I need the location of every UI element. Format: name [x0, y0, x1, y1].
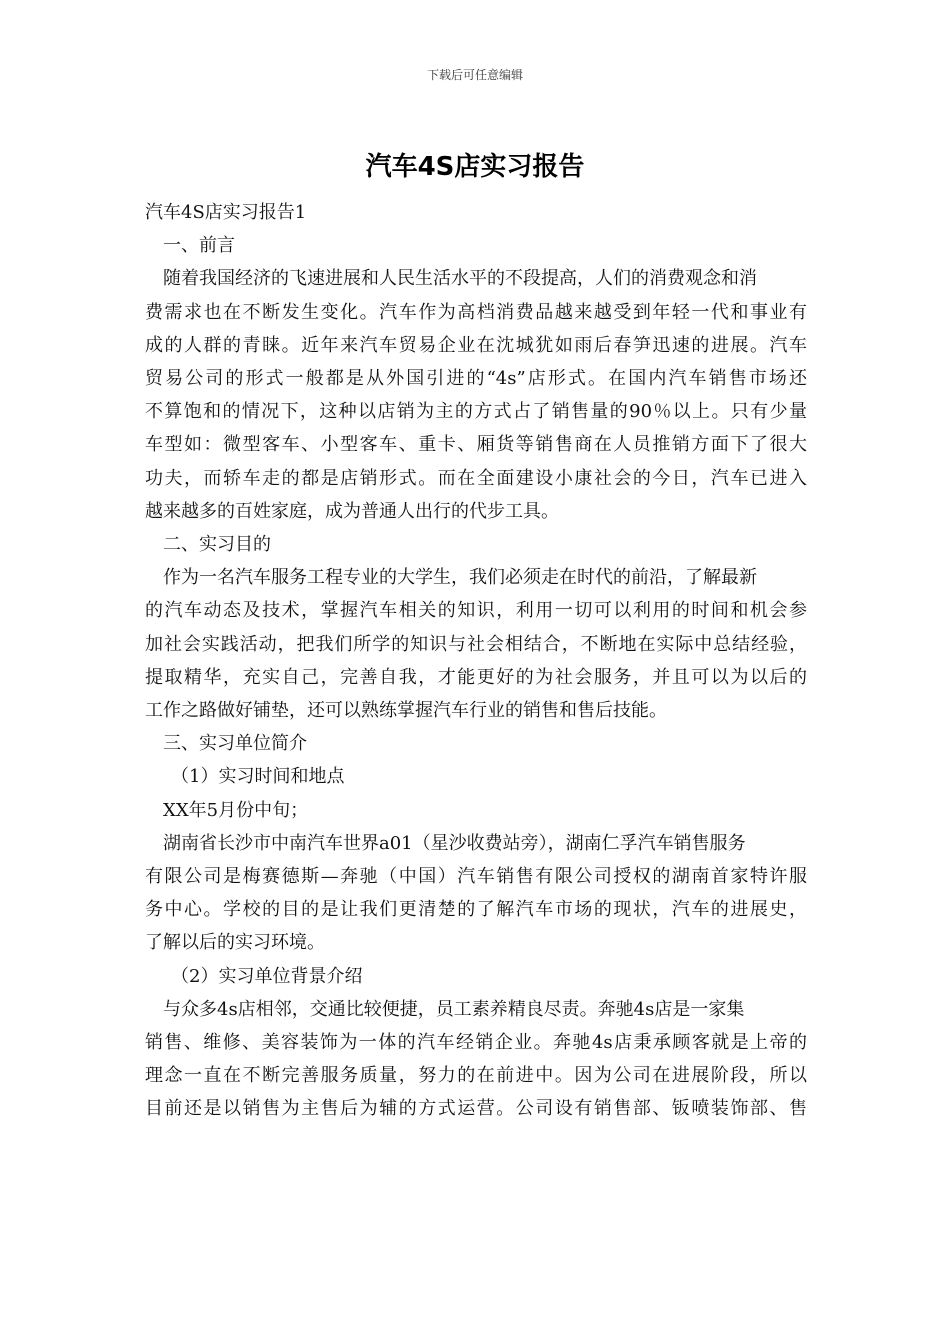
- paragraph-line: 湖南省长沙市中南汽车世界a01（星沙收费站旁），湖南仁孚汽车销售服务: [163, 832, 746, 854]
- paragraph-line: 车型如：微型客车、小型客车、重卡、厢货等销售商在人员推销方面下了很大: [145, 434, 807, 456]
- paragraph-line: 目前还是以销售为主售后为辅的方式运营。公司设有销售部、钣喷装饰部、售: [145, 1098, 807, 1120]
- paragraph-line: 提取精华，充实自己，完善自我，才能更好的为社会服务，并且可以为以后的: [145, 666, 807, 688]
- paragraph-line: 工作之路做好铺垫，还可以熟练掌握汽车行业的销售和售后技能。: [145, 700, 667, 722]
- subheading-time-place: （1）实习时间和地点: [171, 766, 345, 788]
- paragraph-line: 成的人群的青睐。近年来汽车贸易企业在沈城犹如雨后春笋迅速的进展。汽车: [145, 334, 807, 356]
- paragraph-line: 销售、维修、美容装饰为一体的汽车经销企业。奔驰4s店秉承顾客就是上帝的: [145, 1032, 807, 1054]
- paragraph-line: 随着我国经济的飞速进展和人民生活水平的不段提高，人们的消费观念和消: [163, 268, 757, 290]
- paragraph-line: 贸易公司的形式一般都是从外国引进的“4s”店形式。在国内汽车销售市场还: [145, 368, 807, 390]
- paragraph-line: 功夫，而轿车走的都是店销形式。而在全面建设小康社会的今日，汽车已进入: [145, 467, 807, 489]
- paragraph-line: 加社会实践活动，把我们所学的知识与社会相结合，不断地在实际中总结经验，: [145, 633, 807, 655]
- paragraph-line: 的汽车动态及技术，掌握汽车相关的知识，利用一切可以利用的时间和机会参: [145, 600, 807, 622]
- paragraph-line: 作为一名汽车服务工程专业的大学生，我们必须走在时代的前沿，了解最新: [163, 567, 757, 589]
- paragraph-line: 了解以后的实习环境。: [145, 932, 325, 954]
- internship-date: XX年5月份中旬；: [163, 799, 309, 821]
- paragraph-line: 越来越多的百姓家庭，成为普通人出行的代步工具。: [145, 500, 559, 522]
- paragraph-line: 务中心。学校的目的是让我们更清楚的了解汽车市场的现状，汽车的进展史，: [145, 899, 807, 921]
- subheading-background: （2）实习单位背景介绍: [171, 965, 363, 987]
- section-heading-company: 三、实习单位简介: [163, 733, 307, 755]
- paragraph-line: 有限公司是梅赛德斯—奔驰（中国）汽车销售有限公司授权的湖南首家特许服: [145, 866, 807, 888]
- paragraph-line: 与众多4s店相邻，交通比较便捷，员工素养精良尽责。奔驰4s店是一家集: [163, 998, 745, 1020]
- section-heading-preface: 一、前言: [163, 235, 235, 257]
- paragraph-line: 理念一直在不断完善服务质量，努力的在前进中。因为公司在进展阶段，所以: [145, 1065, 807, 1087]
- paragraph-line: 费需求也在不断发生变化。汽车作为高档消费品越来越受到年轻一代和事业有: [145, 301, 807, 323]
- report-subtitle: 汽车4S店实习报告1: [145, 202, 307, 223]
- paragraph-line: 不算饱和的情况下，这种以店销为主的方式占了销售量的90％以上。只有少量: [145, 401, 807, 423]
- page-header-note: 下载后可任意编辑: [426, 68, 523, 82]
- document-title: 汽车4S店实习报告: [365, 152, 585, 182]
- document-body: [145, 196, 807, 1126]
- section-heading-purpose: 二、实习目的: [163, 534, 271, 556]
